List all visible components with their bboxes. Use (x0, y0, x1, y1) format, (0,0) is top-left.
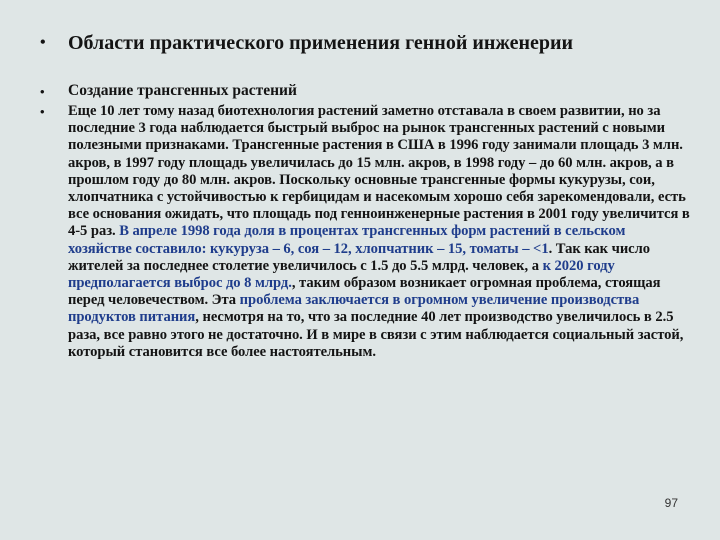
slide-title: Области практического применения генной инженерии (68, 32, 574, 54)
body-bullet-item (40, 103, 690, 361)
body-highlight: В апреле 1998 года доля в процентах трансгенных форм растений в сельском хозяйстве составило: кукуруза – 6, соя – 12, хлопчатник – 15, томаты – <1 (68, 223, 626, 257)
body-paragraph (68, 103, 690, 361)
body-segment: , несмотря на то, что за последние 40 лет производство увеличилось в 2.5 раза, все равно этого не достаточно. И в мире в связи с этим наблюдается социальный застой, который становится все более настоятельным. (68, 309, 684, 360)
bullet-icon: • (40, 84, 45, 99)
subtitle-bullet-item (40, 82, 690, 102)
title-bullet-item (40, 30, 710, 56)
slide-subtitle: Создание трансгенных растений (68, 82, 297, 99)
bullet-icon: • (40, 34, 46, 51)
body-highlight: проблема заключается в огромном увеличение производства продуктов питания (68, 292, 640, 326)
body-segment: , таким образом возникает огромная проблема, стоящая перед человечеством. Эта (68, 275, 661, 309)
body-highlight: к 2020 году предполагается выброс до 8 млрд. (68, 257, 615, 292)
bullet-icon: • (40, 104, 45, 119)
body-segment: Еще 10 лет тому назад биотехнология растений заметно отставала в своем развитии, но за последние 3 года наблюдается быстрый выброс на рынок трансгенных растений с новыми полезными признаками. Трансгенные растения в США в 1996 году занимали площадь 3 млн. акров, в 1997 году площадь увеличилась до 15 млн. акров, в 1998 году – до 60 млн. акров, а в прошлом году до 80 млн. акров. Поскольку основные трансгенные формы кукурузы, сои, хлопчатника с устойчивостью к гербицидам и насекомым хорошо себя зарекомендовали, есть все основания ожидать, что площадь под генноинженерные растения в 2001 году увеличится в 4-5 раз. (68, 103, 690, 240)
page-number: 97 (664, 496, 678, 510)
body-segment: . Так как число жителей за последнее столетие увеличилось с 1.5 до 5.5 млрд. человек, а (68, 240, 650, 274)
